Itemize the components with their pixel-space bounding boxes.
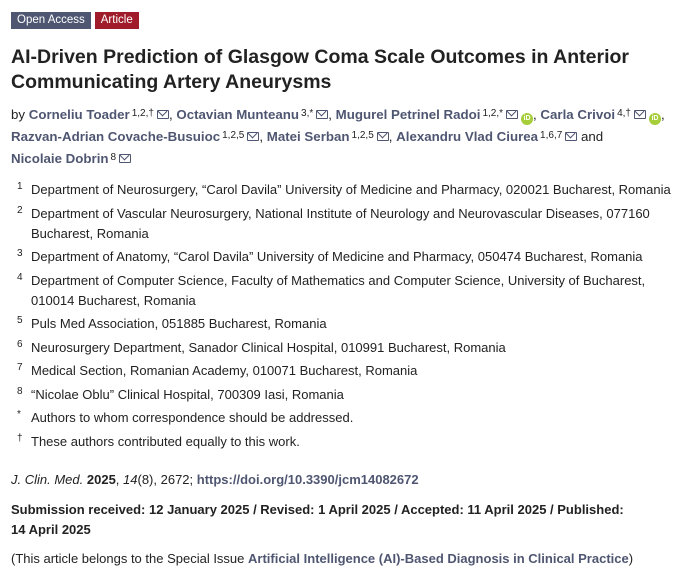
email-icon[interactable]	[377, 132, 389, 141]
special-issue-note	[11, 550, 633, 568]
email-icon[interactable]	[119, 154, 131, 163]
author-list: by Corneliu Toader $^{1,2,\dagger}$ , Octavian Munteanu $^{3,*}$ , Mugurel Petrinel Radoi $^{1,2,*}$ iD , Carla Crivoi $^{4,\dagger}$ iD , Razvan-Adrian Covache-Busuioc $^{1,2,5}$ , Matei Serban $^{1,2,5}$ , Alexandru Vlad Ciurea $^{1,6,7}$ and Nicolaie Dobrin $^8$	[11, 107, 665, 166]
affiliation-text: Neurosurgery Department, Sanador Clinical Hospital, 010991 Bucharest, Romania	[31, 339, 506, 355]
affiliation-text: Department of Vascular Neurosurgery, National Institute of Neurology and Neurovascular Diseases, 077160 Bucharest, Romania	[31, 205, 650, 241]
email-icon[interactable]	[316, 110, 328, 119]
author-affiliation-sup: 1,2,5	[222, 130, 245, 141]
author-affiliation-sup: 4,†	[617, 108, 631, 119]
email-icon[interactable]	[157, 110, 169, 119]
author-name[interactable]: Mugurel Petrinel Radoi	[335, 107, 481, 122]
affiliation-text: Puls Med Association, 051885 Bucharest, Romania	[31, 316, 327, 331]
author-affiliation-sup: 1,2,5	[351, 130, 374, 141]
affiliation-item	[11, 385, 686, 405]
by-label: by	[11, 107, 26, 122]
affiliation-number: *	[17, 409, 21, 420]
journal-name: J. Clin. Med.	[11, 472, 84, 487]
email-icon[interactable]	[634, 110, 646, 119]
special-issue-prefix: (This article belongs to the Special Issue	[11, 551, 249, 566]
doi-link[interactable]: https://doi.org/10.3390/jcm14082672	[196, 472, 419, 487]
author-name[interactable]: Octavian Munteanu	[176, 107, 300, 122]
affiliation-text: “Nicolae Oblu” Clinical Hospital, 700309 Iasi, Romania	[31, 386, 344, 402]
orcid-icon[interactable]: iD	[521, 113, 533, 125]
author-name[interactable]: Matei Serban	[266, 129, 350, 144]
affiliation-text: Authors to whom correspondence should be addressed.	[31, 410, 354, 425]
affiliation-number: †	[17, 432, 23, 444]
affiliation-item	[11, 361, 686, 381]
affiliation-text: Department of Computer Science, Faculty of Mathematics and Computer Science, University of Bucharest, 010014 Bucharest, Romania	[31, 272, 646, 308]
author-affiliation-sup: 1,6,7	[540, 130, 563, 141]
affiliation-item	[11, 314, 686, 334]
special-issue-suffix: )	[628, 551, 634, 566]
author-name[interactable]: Razvan-Adrian Covache-Busuioc	[11, 129, 221, 144]
author-affiliation-sup: 1,2,*	[482, 108, 504, 119]
affiliation-item	[11, 247, 686, 267]
affiliation-number: 2	[17, 204, 23, 216]
author-affiliation-sup: 8	[110, 152, 117, 163]
author-affiliation-sup: 1,2,†	[131, 108, 154, 119]
and-label: and	[581, 129, 604, 144]
affiliation-item	[11, 408, 686, 428]
article-title: AI-Driven Prediction of Glasgow Coma Scale Outcomes in Anterior Communicating Artery Aneurysms	[11, 46, 629, 93]
author-name[interactable]: Alexandru Vlad Ciurea	[396, 129, 539, 144]
author-name[interactable]: Nicolaie Dobrin	[11, 151, 109, 166]
badge-group	[11, 12, 139, 29]
affiliation-item	[11, 180, 686, 200]
affiliation-number: 7	[17, 362, 23, 373]
citation-issue: (8), 2672;	[137, 472, 197, 487]
author-name[interactable]: Corneliu Toader	[28, 107, 130, 122]
affiliation-item	[11, 204, 686, 244]
citation-volume: 14	[123, 472, 138, 487]
affiliation-number: 5	[17, 315, 23, 326]
affiliation-number: 1	[17, 181, 23, 192]
email-icon[interactable]	[506, 110, 518, 119]
affiliation-text: These authors contributed equally to this work.	[31, 433, 300, 449]
open-access-badge[interactable]: Open Access	[11, 12, 91, 29]
article-type-badge[interactable]: Article	[95, 12, 139, 29]
email-icon[interactable]	[247, 132, 259, 141]
affiliation-number: 6	[17, 338, 23, 350]
affiliation-item	[11, 271, 686, 311]
affiliation-text: Medical Section, Romanian Academy, 010071 Bucharest, Romania	[31, 363, 418, 378]
affiliation-number: 4	[17, 271, 23, 283]
email-icon[interactable]	[565, 132, 577, 141]
affiliation-item	[11, 432, 686, 452]
author-affiliation-sup: 3,*	[301, 108, 314, 119]
orcid-icon[interactable]: iD	[649, 113, 661, 125]
affiliation-number: 3	[17, 248, 23, 259]
author-name[interactable]: Carla Crivoi	[540, 107, 616, 122]
special-issue-link[interactable]: Artificial Intelligence (AI)-Based Diagnosis in Clinical Practice	[248, 551, 629, 566]
citation-line: J. Clin. Med. 2025, 14(8), 2672; https://doi.org/10.3390/jcm14082672	[11, 472, 419, 487]
affiliation-number: 8	[17, 385, 23, 397]
citation-year: 2025	[86, 472, 116, 487]
affiliation-item	[11, 338, 686, 358]
affiliation-text: Department of Neurosurgery, “Carol Davila” University of Medicine and Pharmacy, 020021 Bucharest, Romania	[31, 182, 671, 197]
affiliation-text: Department of Anatomy, “Carol Davila” University of Medicine and Pharmacy, 050474 Bucharest, Romania	[31, 249, 643, 264]
affiliation-list	[11, 180, 686, 455]
publication-dates: Submission received: 12 January 2025 / Revised: 1 April 2025 / Accepted: 11 April 2025 / Published: 14 April 2025	[11, 502, 624, 537]
